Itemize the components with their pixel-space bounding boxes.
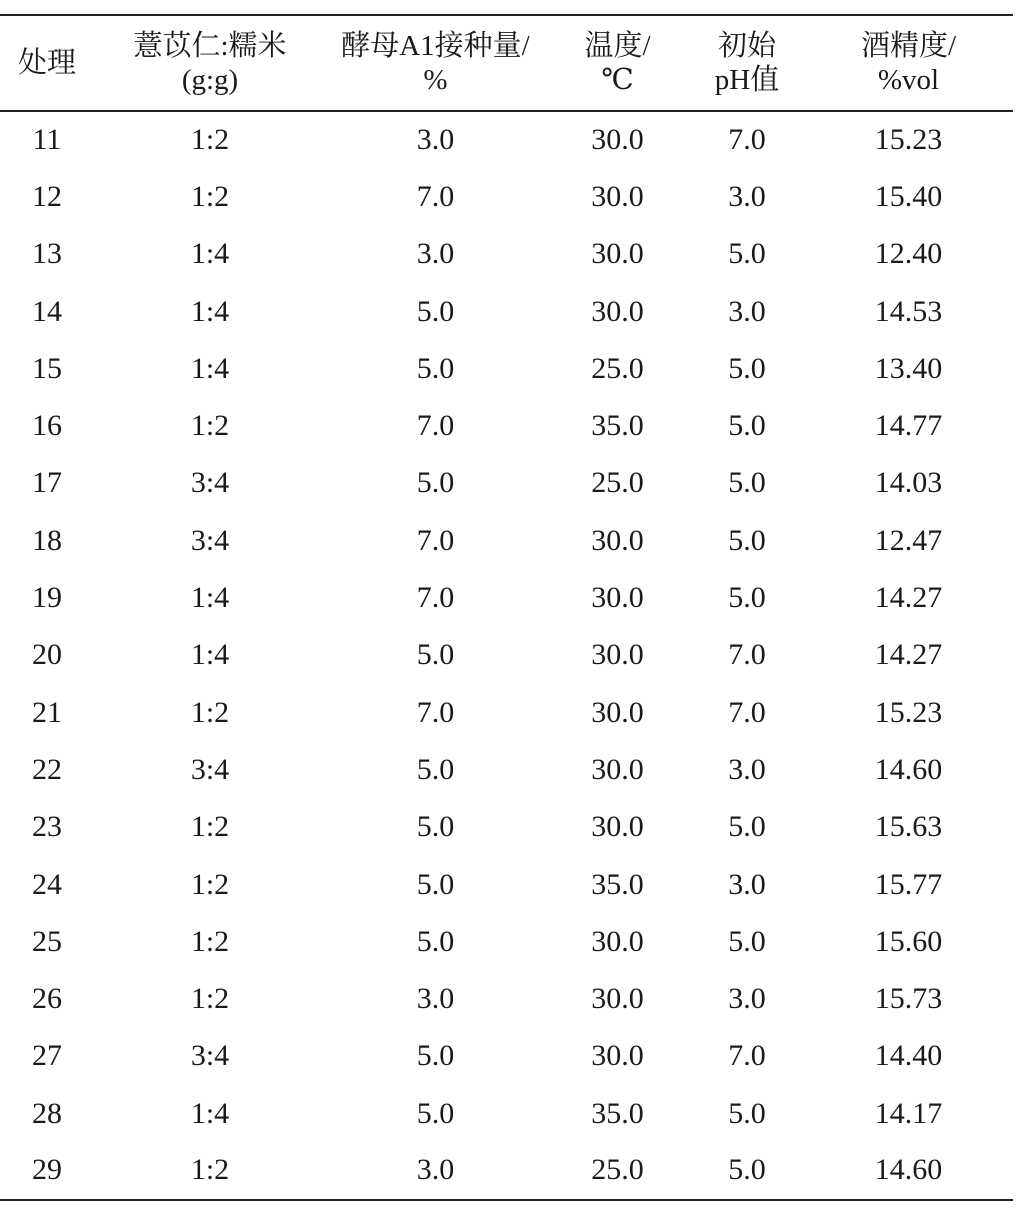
cell-ratio: 1:2 <box>190 409 230 443</box>
cell-ratio: 1:4 <box>190 237 230 271</box>
cell-ratio: 3:4 <box>190 1039 230 1073</box>
cell-temperature: 30.0 <box>591 523 644 557</box>
cell-yeast-dose: 7.0 <box>416 581 455 615</box>
cell-yeast-dose: 5.0 <box>416 466 455 500</box>
table-row <box>0 340 1013 397</box>
cell-ratio: 1:4 <box>190 638 230 672</box>
cell-ratio: 1:4 <box>190 351 230 385</box>
cell-initial-ph: 3.0 <box>728 294 766 328</box>
cell-alcohol: 14.77 <box>874 409 943 443</box>
cell-initial-ph: 5.0 <box>728 581 766 615</box>
cell-initial-ph: 7.0 <box>728 695 766 729</box>
header-line: 薏苡仁:糯米 <box>133 30 287 62</box>
cell-initial-ph: 5.0 <box>728 351 766 385</box>
cell-temperature: 30.0 <box>591 638 644 672</box>
cell-alcohol: 14.17 <box>874 1096 943 1130</box>
header-ratio <box>94 15 326 111</box>
cell-ratio: 1:2 <box>190 982 230 1016</box>
table-row <box>0 913 1013 970</box>
cell-initial-ph: 7.0 <box>728 638 766 672</box>
cell-temperature: 35.0 <box>591 1096 644 1130</box>
cell-ratio: 1:2 <box>190 179 230 213</box>
cell-alcohol: 15.73 <box>874 982 943 1016</box>
header-yeast-dose <box>326 15 545 111</box>
cell-ratio: 3:4 <box>190 523 230 557</box>
cell-treatment: 11 <box>32 123 62 157</box>
table-row <box>0 283 1013 340</box>
table-row <box>0 970 1013 1027</box>
cell-alcohol: 12.40 <box>874 237 943 271</box>
cell-ratio: 1:4 <box>190 581 230 615</box>
table-row <box>0 627 1013 684</box>
table-body <box>0 111 1013 1200</box>
cell-yeast-dose: 7.0 <box>416 695 455 729</box>
cell-yeast-dose: 5.0 <box>416 1096 455 1130</box>
cell-yeast-dose: 3.0 <box>416 982 455 1016</box>
header-row <box>0 15 1013 111</box>
cell-alcohol: 14.60 <box>874 752 943 786</box>
cell-alcohol: 13.40 <box>874 351 943 385</box>
table-row <box>0 684 1013 741</box>
table-row <box>0 1142 1013 1199</box>
cell-initial-ph: 3.0 <box>728 179 766 213</box>
cell-yeast-dose: 7.0 <box>416 179 455 213</box>
table-row <box>0 1028 1013 1085</box>
table-row <box>0 741 1013 798</box>
cell-temperature: 30.0 <box>591 1039 644 1073</box>
table-row <box>0 111 1013 168</box>
cell-alcohol: 15.63 <box>874 810 943 844</box>
cell-treatment: 18 <box>32 523 62 557</box>
header-line: 处理 <box>17 47 76 79</box>
cell-treatment: 19 <box>32 581 62 615</box>
cell-alcohol: 14.27 <box>874 638 943 672</box>
cell-treatment: 24 <box>32 867 62 901</box>
cell-initial-ph: 5.0 <box>728 1096 766 1130</box>
cell-treatment: 20 <box>32 638 62 672</box>
cell-yeast-dose: 5.0 <box>416 810 455 844</box>
data-table-container <box>0 14 1013 1201</box>
cell-yeast-dose: 7.0 <box>416 409 455 443</box>
table-row <box>0 799 1013 856</box>
cell-initial-ph: 7.0 <box>728 123 766 157</box>
cell-initial-ph: 5.0 <box>690 1142 804 1199</box>
cell-ratio: 3:4 <box>190 466 230 500</box>
cell-ratio: 1:2 <box>190 810 230 844</box>
cell-alcohol: 14.40 <box>874 1039 943 1073</box>
cell-initial-ph: 5.0 <box>728 466 766 500</box>
cell-alcohol: 14.60 <box>804 1142 1013 1199</box>
cell-treatment: 14 <box>32 294 62 328</box>
header-unit: pH值 <box>714 64 780 96</box>
cell-yeast-dose: 3.0 <box>326 1142 545 1199</box>
fermentation-results-table <box>0 14 1013 1201</box>
cell-temperature: 30.0 <box>591 294 644 328</box>
cell-yeast-dose: 5.0 <box>416 1039 455 1073</box>
cell-temperature: 25.0 <box>591 351 644 385</box>
cell-yeast-dose: 5.0 <box>416 924 455 958</box>
cell-alcohol: 14.27 <box>874 581 943 615</box>
cell-temperature: 30.0 <box>591 752 644 786</box>
cell-initial-ph: 5.0 <box>728 924 766 958</box>
cell-initial-ph: 5.0 <box>728 523 766 557</box>
cell-ratio: 1:4 <box>190 1096 230 1130</box>
cell-ratio: 3:4 <box>190 752 230 786</box>
header-unit: % <box>423 64 448 96</box>
cell-temperature: 35.0 <box>591 409 644 443</box>
cell-alcohol: 15.77 <box>874 867 943 901</box>
cell-initial-ph: 5.0 <box>728 810 766 844</box>
cell-yeast-dose: 5.0 <box>416 867 455 901</box>
table-row <box>0 856 1013 913</box>
header-treatment <box>0 15 94 111</box>
cell-treatment: 16 <box>32 409 62 443</box>
header-line: 初始 <box>717 30 776 62</box>
cell-ratio: 1:2 <box>94 1142 326 1199</box>
table-row <box>0 455 1013 512</box>
cell-temperature: 30.0 <box>591 810 644 844</box>
cell-yeast-dose: 5.0 <box>416 294 455 328</box>
table-row <box>0 1085 1013 1142</box>
header-line: 酒精度/ <box>860 30 957 62</box>
cell-ratio: 1:2 <box>190 123 230 157</box>
cell-ratio: 1:2 <box>190 924 230 958</box>
cell-initial-ph: 5.0 <box>728 409 766 443</box>
cell-temperature: 30.0 <box>591 982 644 1016</box>
cell-alcohol: 15.23 <box>874 123 943 157</box>
cell-temperature: 25.0 <box>591 466 644 500</box>
cell-treatment: 12 <box>32 179 62 213</box>
cell-yeast-dose: 3.0 <box>416 237 455 271</box>
table-row <box>0 168 1013 225</box>
cell-yeast-dose: 5.0 <box>416 752 455 786</box>
cell-temperature: 30.0 <box>591 924 644 958</box>
cell-treatment: 23 <box>32 810 62 844</box>
cell-treatment: 22 <box>32 752 62 786</box>
header-line: 酵母A1接种量/ <box>341 30 530 62</box>
cell-alcohol: 12.47 <box>874 523 943 557</box>
cell-temperature: 30.0 <box>591 695 644 729</box>
cell-treatment: 17 <box>32 466 62 500</box>
cell-ratio: 1:2 <box>190 867 230 901</box>
cell-ratio: 1:4 <box>190 294 230 328</box>
header-initial-ph <box>690 15 804 111</box>
table-header <box>0 15 1013 111</box>
cell-treatment: 13 <box>32 237 62 271</box>
cell-yeast-dose: 5.0 <box>416 351 455 385</box>
cell-temperature: 30.0 <box>591 123 644 157</box>
cell-treatment: 26 <box>32 982 62 1016</box>
table-row <box>0 569 1013 626</box>
cell-initial-ph: 5.0 <box>728 237 766 271</box>
cell-alcohol: 15.40 <box>874 179 943 213</box>
cell-temperature: 30.0 <box>591 237 644 271</box>
header-line: 温度/ <box>584 30 651 62</box>
header-temperature <box>545 15 690 111</box>
cell-treatment: 27 <box>32 1039 62 1073</box>
cell-yeast-dose: 5.0 <box>416 638 455 672</box>
table-row <box>0 512 1013 569</box>
cell-initial-ph: 3.0 <box>728 752 766 786</box>
cell-yeast-dose: 3.0 <box>416 123 455 157</box>
cell-yeast-dose: 7.0 <box>416 523 455 557</box>
cell-ratio: 1:2 <box>190 695 230 729</box>
cell-alcohol: 15.23 <box>874 695 943 729</box>
cell-alcohol: 15.60 <box>874 924 943 958</box>
table-row <box>0 397 1013 454</box>
cell-treatment: 21 <box>32 695 62 729</box>
header-alcohol <box>804 15 1013 111</box>
cell-temperature: 35.0 <box>591 867 644 901</box>
cell-treatment: 15 <box>32 351 62 385</box>
cell-alcohol: 14.03 <box>874 466 943 500</box>
cell-treatment: 28 <box>32 1096 62 1130</box>
header-unit: ℃ <box>601 64 634 96</box>
table-row <box>0 226 1013 283</box>
cell-treatment: 25 <box>32 924 62 958</box>
header-unit: (g:g) <box>181 64 239 96</box>
cell-initial-ph: 3.0 <box>728 982 766 1016</box>
cell-temperature: 25.0 <box>545 1142 690 1199</box>
cell-temperature: 30.0 <box>591 179 644 213</box>
cell-treatment: 29 <box>0 1142 94 1199</box>
cell-alcohol: 14.53 <box>874 294 943 328</box>
header-unit: %vol <box>877 64 940 96</box>
cell-initial-ph: 7.0 <box>728 1039 766 1073</box>
cell-initial-ph: 3.0 <box>728 867 766 901</box>
cell-temperature: 30.0 <box>591 581 644 615</box>
